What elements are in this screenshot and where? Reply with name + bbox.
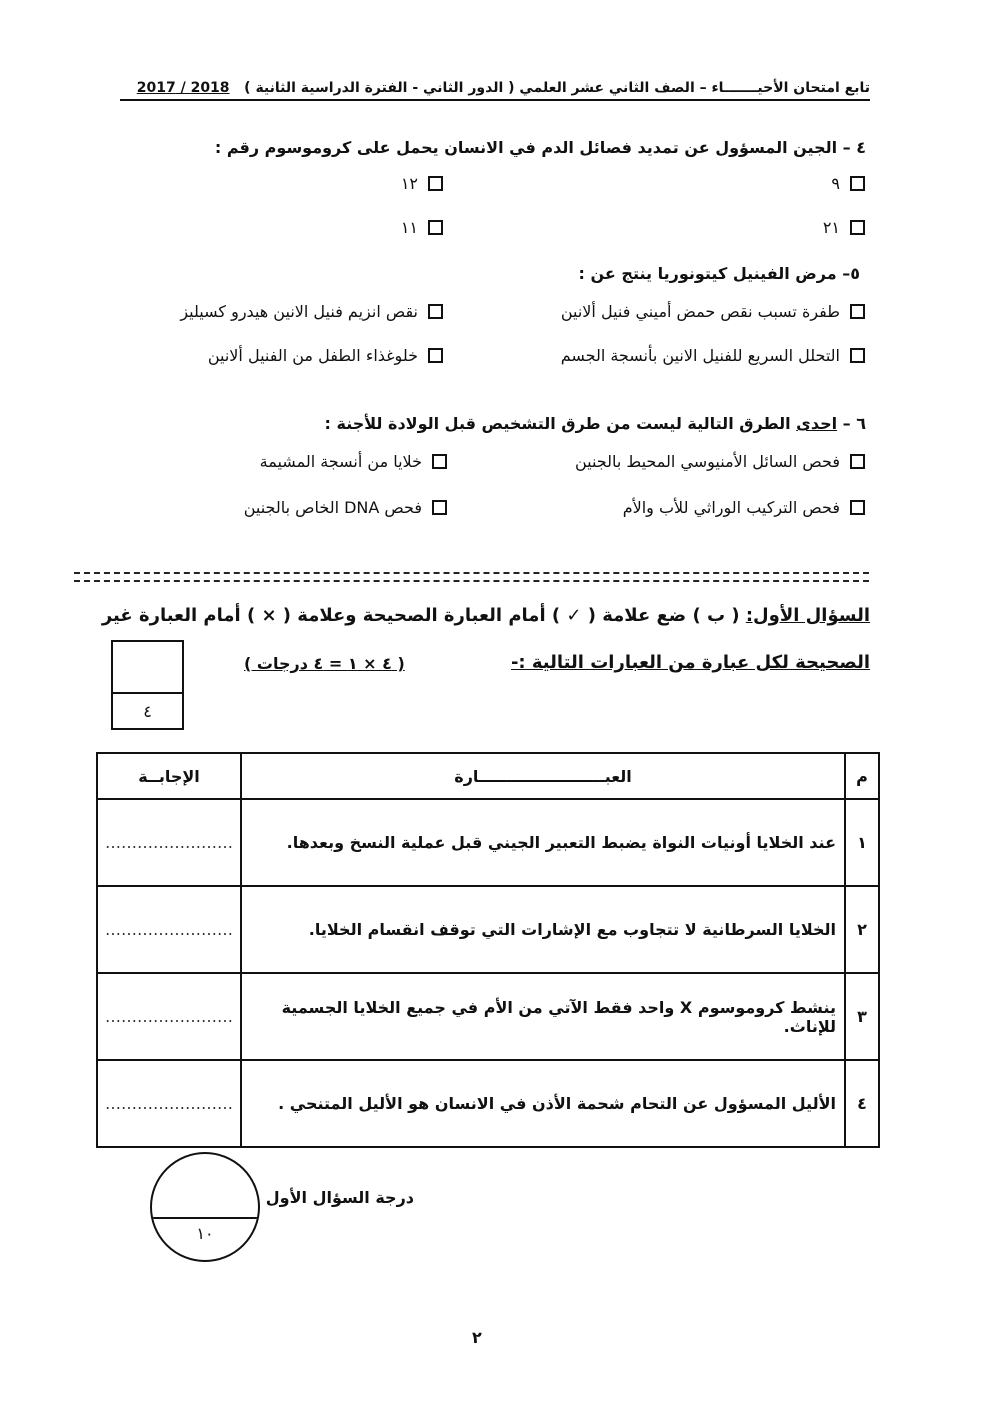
- checkbox[interactable]: [432, 500, 447, 515]
- answer-field[interactable]: ……………………: [97, 799, 241, 886]
- q5-option-4[interactable]: خلوغذاء الطفل من الفنيل ألانين: [208, 346, 443, 365]
- question-grade-circle: [150, 1152, 260, 1262]
- checkbox[interactable]: [850, 454, 865, 469]
- q5-option-1[interactable]: طفرة تسبب نقص حمض أميني فنيل ألانين: [561, 302, 865, 321]
- row-statement: الأليل المسؤول عن التحام شحمة الأذن في الانسان هو الأليل المتنحي .: [241, 1060, 845, 1147]
- circle-divider: [152, 1217, 258, 1219]
- q4-option-2[interactable]: ١٢: [401, 174, 443, 193]
- section-title: السؤال الأول: ( ب ) ضع علامة ( ✓ ) أمام العبارة الصحيحة وعلامة ( × ) أمام العبارة غير: [101, 605, 870, 626]
- question-grade-label: درجة السؤال الأول: [265, 1188, 414, 1207]
- section-marks: ( ٤ × ١ = ٤ درجات ): [244, 654, 405, 673]
- exam-header: [120, 80, 870, 101]
- exam-year: 2018 / 2017: [136, 80, 230, 96]
- checkbox[interactable]: [850, 348, 865, 363]
- section-title-line2: الصحيحة لكل عبارة من العبارات التالية :-: [510, 652, 870, 673]
- question-5: ٥– مرض الفينيل كيتونوريا ينتج عن :: [578, 264, 860, 283]
- q5-option-2[interactable]: نقص انزيم فنيل الانين هيدرو كسيليز: [180, 302, 443, 321]
- section-grade-box: [111, 640, 184, 730]
- header-answer: الإجابــة: [97, 753, 241, 799]
- question-total-grade: ١٠: [196, 1224, 214, 1243]
- true-false-table: [96, 752, 880, 1148]
- table-row: [97, 799, 879, 886]
- q6-option-2[interactable]: خلايا من أنسجة المشيمة: [260, 452, 447, 471]
- exam-title: تابع امتحان الأحيـــــــاء – الصف الثاني عشر العلمي ( الدور الثاني - الفترة الدراسية الثانية ): [244, 80, 870, 96]
- table-row: [97, 1060, 879, 1147]
- q6-option-1[interactable]: فحص السائل الأمنيوسي المحيط بالجنين: [575, 452, 865, 471]
- grade-box-total: ٤: [143, 702, 152, 721]
- q4-option-3[interactable]: ٢١: [823, 218, 865, 237]
- checkbox[interactable]: [850, 176, 865, 191]
- q4-option-1[interactable]: ٩: [831, 174, 865, 193]
- q5-option-3[interactable]: التحلل السريع للفنيل الانين بأنسجة الجسم: [561, 346, 865, 365]
- question-6: ٦ – احدى الطرق التالية ليست من طرق التشخيص قبل الولادة للأجنة :: [324, 414, 866, 433]
- q6-option-3[interactable]: فحص التركيب الوراثي للأب والأم: [623, 498, 865, 517]
- q4-option-4[interactable]: ١١: [401, 218, 443, 237]
- q6-option-4[interactable]: فحص DNA الخاص بالجنين: [244, 498, 447, 517]
- answer-field[interactable]: ……………………: [97, 886, 241, 973]
- row-statement: ينشط كروموسوم X واحد فقط الآتي من الأم في جميع الخلايا الجسمية للإناث.: [241, 973, 845, 1060]
- section-divider: [74, 572, 869, 582]
- checkbox[interactable]: [850, 220, 865, 235]
- checkbox[interactable]: [850, 304, 865, 319]
- checkbox[interactable]: [428, 220, 443, 235]
- checkbox[interactable]: [432, 454, 447, 469]
- row-number: ٢: [845, 886, 879, 973]
- question-4: ٤ – الجين المسؤول عن تمديد فصائل الدم في الانسان يحمل على كروموسوم رقم :: [214, 138, 866, 157]
- checkbox[interactable]: [428, 348, 443, 363]
- table-row: [97, 973, 879, 1060]
- answer-field[interactable]: ……………………: [97, 973, 241, 1060]
- answer-field[interactable]: ……………………: [97, 1060, 241, 1147]
- checkbox[interactable]: [428, 304, 443, 319]
- checkbox[interactable]: [850, 500, 865, 515]
- header-statement: العبـــــــــــــــــــــــارة: [241, 753, 845, 799]
- row-number: ١: [845, 799, 879, 886]
- table-header-row: [97, 753, 879, 799]
- page-number: ٢: [472, 1328, 482, 1347]
- grade-box-score-area[interactable]: [113, 642, 182, 694]
- table-row: [97, 886, 879, 973]
- header-num: م: [845, 753, 879, 799]
- row-statement: عند الخلايا أونيات النواة يضبط التعبير الجيني قبل عملية النسخ وبعدها.: [241, 799, 845, 886]
- row-statement: الخلايا السرطانية لا تتجاوب مع الإشارات التي توقف انقسام الخلايا.: [241, 886, 845, 973]
- checkbox[interactable]: [428, 176, 443, 191]
- row-number: ٣: [845, 973, 879, 1060]
- row-number: ٤: [845, 1060, 879, 1147]
